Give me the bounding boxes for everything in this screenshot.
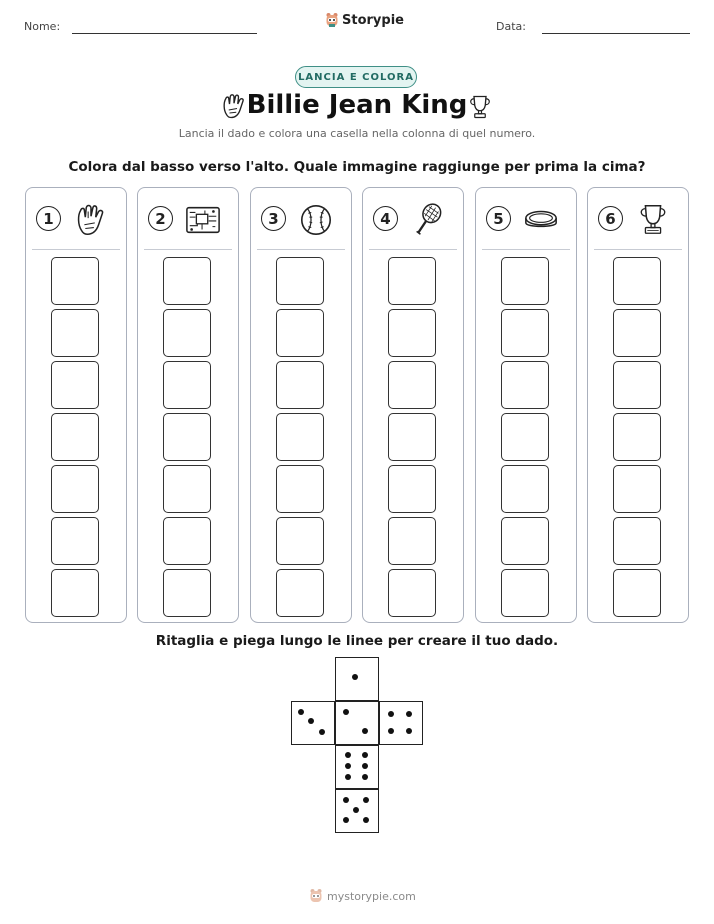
color-box[interactable] xyxy=(276,309,324,357)
color-box[interactable] xyxy=(163,413,211,461)
column-divider xyxy=(144,249,232,250)
ring-icon xyxy=(522,202,560,238)
circuit-board-icon xyxy=(184,202,222,238)
column-header xyxy=(148,202,230,238)
color-box[interactable] xyxy=(163,569,211,617)
dice-pip xyxy=(353,807,359,813)
color-box[interactable] xyxy=(501,569,549,617)
color-box[interactable] xyxy=(613,465,661,513)
color-box[interactable] xyxy=(51,257,99,305)
column-divider xyxy=(257,249,345,250)
column-header xyxy=(486,202,568,238)
color-box[interactable] xyxy=(51,517,99,565)
dice-pip xyxy=(319,729,325,735)
instruction: Colora dal basso verso l'alto. Quale immagine raggiunge per prima la cima? xyxy=(68,159,646,175)
color-box[interactable] xyxy=(613,413,661,461)
dice-pip xyxy=(345,752,351,758)
cut-instruction: Ritaglia e piega lungo le linee per creare il tuo dado. xyxy=(155,633,559,649)
column-3 xyxy=(250,187,352,623)
column-number: 2 xyxy=(148,206,173,231)
dice-pip xyxy=(298,709,304,715)
color-box[interactable] xyxy=(501,361,549,409)
column-number: 3 xyxy=(261,206,286,231)
storypie-mascot-icon xyxy=(309,888,323,904)
footer xyxy=(309,888,416,904)
column-divider xyxy=(594,249,682,250)
column-divider xyxy=(482,249,570,250)
column-2 xyxy=(137,187,239,623)
column-number: 1 xyxy=(36,206,61,231)
color-box[interactable] xyxy=(51,361,99,409)
column-header xyxy=(598,202,680,238)
dice-pip xyxy=(362,774,368,780)
tennis-racket-icon xyxy=(409,202,447,238)
dice-pip xyxy=(406,728,412,734)
column-1 xyxy=(25,187,127,623)
color-box[interactable] xyxy=(51,309,99,357)
color-box[interactable] xyxy=(276,257,324,305)
brand-logo xyxy=(325,12,404,28)
color-box[interactable] xyxy=(276,413,324,461)
color-box[interactable] xyxy=(51,413,99,461)
color-box[interactable] xyxy=(276,517,324,565)
trophy-icon xyxy=(634,202,672,238)
color-box[interactable] xyxy=(388,361,436,409)
date-line xyxy=(542,33,690,34)
color-box[interactable] xyxy=(388,517,436,565)
dice-pip xyxy=(363,797,369,803)
column-number: 5 xyxy=(486,206,511,231)
color-box[interactable] xyxy=(276,465,324,513)
dice-face-1 xyxy=(335,657,379,701)
color-box[interactable] xyxy=(163,465,211,513)
name-label: Nome: xyxy=(24,20,61,33)
color-box[interactable] xyxy=(613,257,661,305)
color-box[interactable] xyxy=(163,309,211,357)
column-divider xyxy=(32,249,120,250)
dice-pip xyxy=(388,728,394,734)
column-6 xyxy=(587,187,689,623)
dice-pip xyxy=(343,709,349,715)
activity-tag: LANCIA E COLORA xyxy=(295,66,417,88)
brand-name: Storypie xyxy=(342,12,404,28)
page-title: Billie Jean King xyxy=(246,90,468,120)
dice-pip xyxy=(345,763,351,769)
dice-face-4 xyxy=(379,701,423,745)
color-box[interactable] xyxy=(613,517,661,565)
baseball-glove-icon xyxy=(72,202,110,238)
dice-pip xyxy=(343,817,349,823)
dice-pip xyxy=(308,718,314,724)
dice-pip xyxy=(362,763,368,769)
dice-pip xyxy=(363,817,369,823)
color-box[interactable] xyxy=(163,361,211,409)
name-line xyxy=(72,33,257,34)
color-box[interactable] xyxy=(388,465,436,513)
column-header xyxy=(261,202,343,238)
color-box[interactable] xyxy=(276,361,324,409)
column-divider xyxy=(369,249,457,250)
color-box[interactable] xyxy=(388,309,436,357)
column-number: 4 xyxy=(373,206,398,231)
color-box[interactable] xyxy=(388,569,436,617)
column-number: 6 xyxy=(598,206,623,231)
date-label: Data: xyxy=(496,20,526,33)
dice-pip xyxy=(362,728,368,734)
color-box[interactable] xyxy=(51,569,99,617)
dice-face-2 xyxy=(335,701,379,745)
color-box[interactable] xyxy=(388,257,436,305)
trophy-icon xyxy=(465,92,495,122)
color-box[interactable] xyxy=(501,413,549,461)
color-box[interactable] xyxy=(501,309,549,357)
column-5 xyxy=(475,187,577,623)
column-header xyxy=(36,202,118,238)
color-box[interactable] xyxy=(501,257,549,305)
dice-face-3 xyxy=(291,701,335,745)
column-4 xyxy=(362,187,464,623)
color-box[interactable] xyxy=(388,413,436,461)
dice-pip xyxy=(388,711,394,717)
color-box[interactable] xyxy=(613,309,661,357)
dice-face-6 xyxy=(335,745,379,789)
storypie-mascot-icon xyxy=(325,12,339,28)
color-box[interactable] xyxy=(613,361,661,409)
color-box[interactable] xyxy=(613,569,661,617)
dice-pip xyxy=(345,774,351,780)
column-header xyxy=(373,202,455,238)
color-box[interactable] xyxy=(163,517,211,565)
color-box[interactable] xyxy=(51,465,99,513)
dice-face-5 xyxy=(335,789,379,833)
dice-pip xyxy=(362,752,368,758)
color-box[interactable] xyxy=(501,465,549,513)
baseball-icon xyxy=(297,202,335,238)
dice-pip xyxy=(343,797,349,803)
color-box[interactable] xyxy=(276,569,324,617)
footer-url[interactable]: mystorypie.com xyxy=(327,889,416,903)
dice-pip xyxy=(406,711,412,717)
color-box[interactable] xyxy=(163,257,211,305)
subtitle: Lancia il dado e colora una casella nella colonna di quel numero. xyxy=(178,127,536,140)
dice-pip xyxy=(352,674,358,680)
color-box[interactable] xyxy=(501,517,549,565)
